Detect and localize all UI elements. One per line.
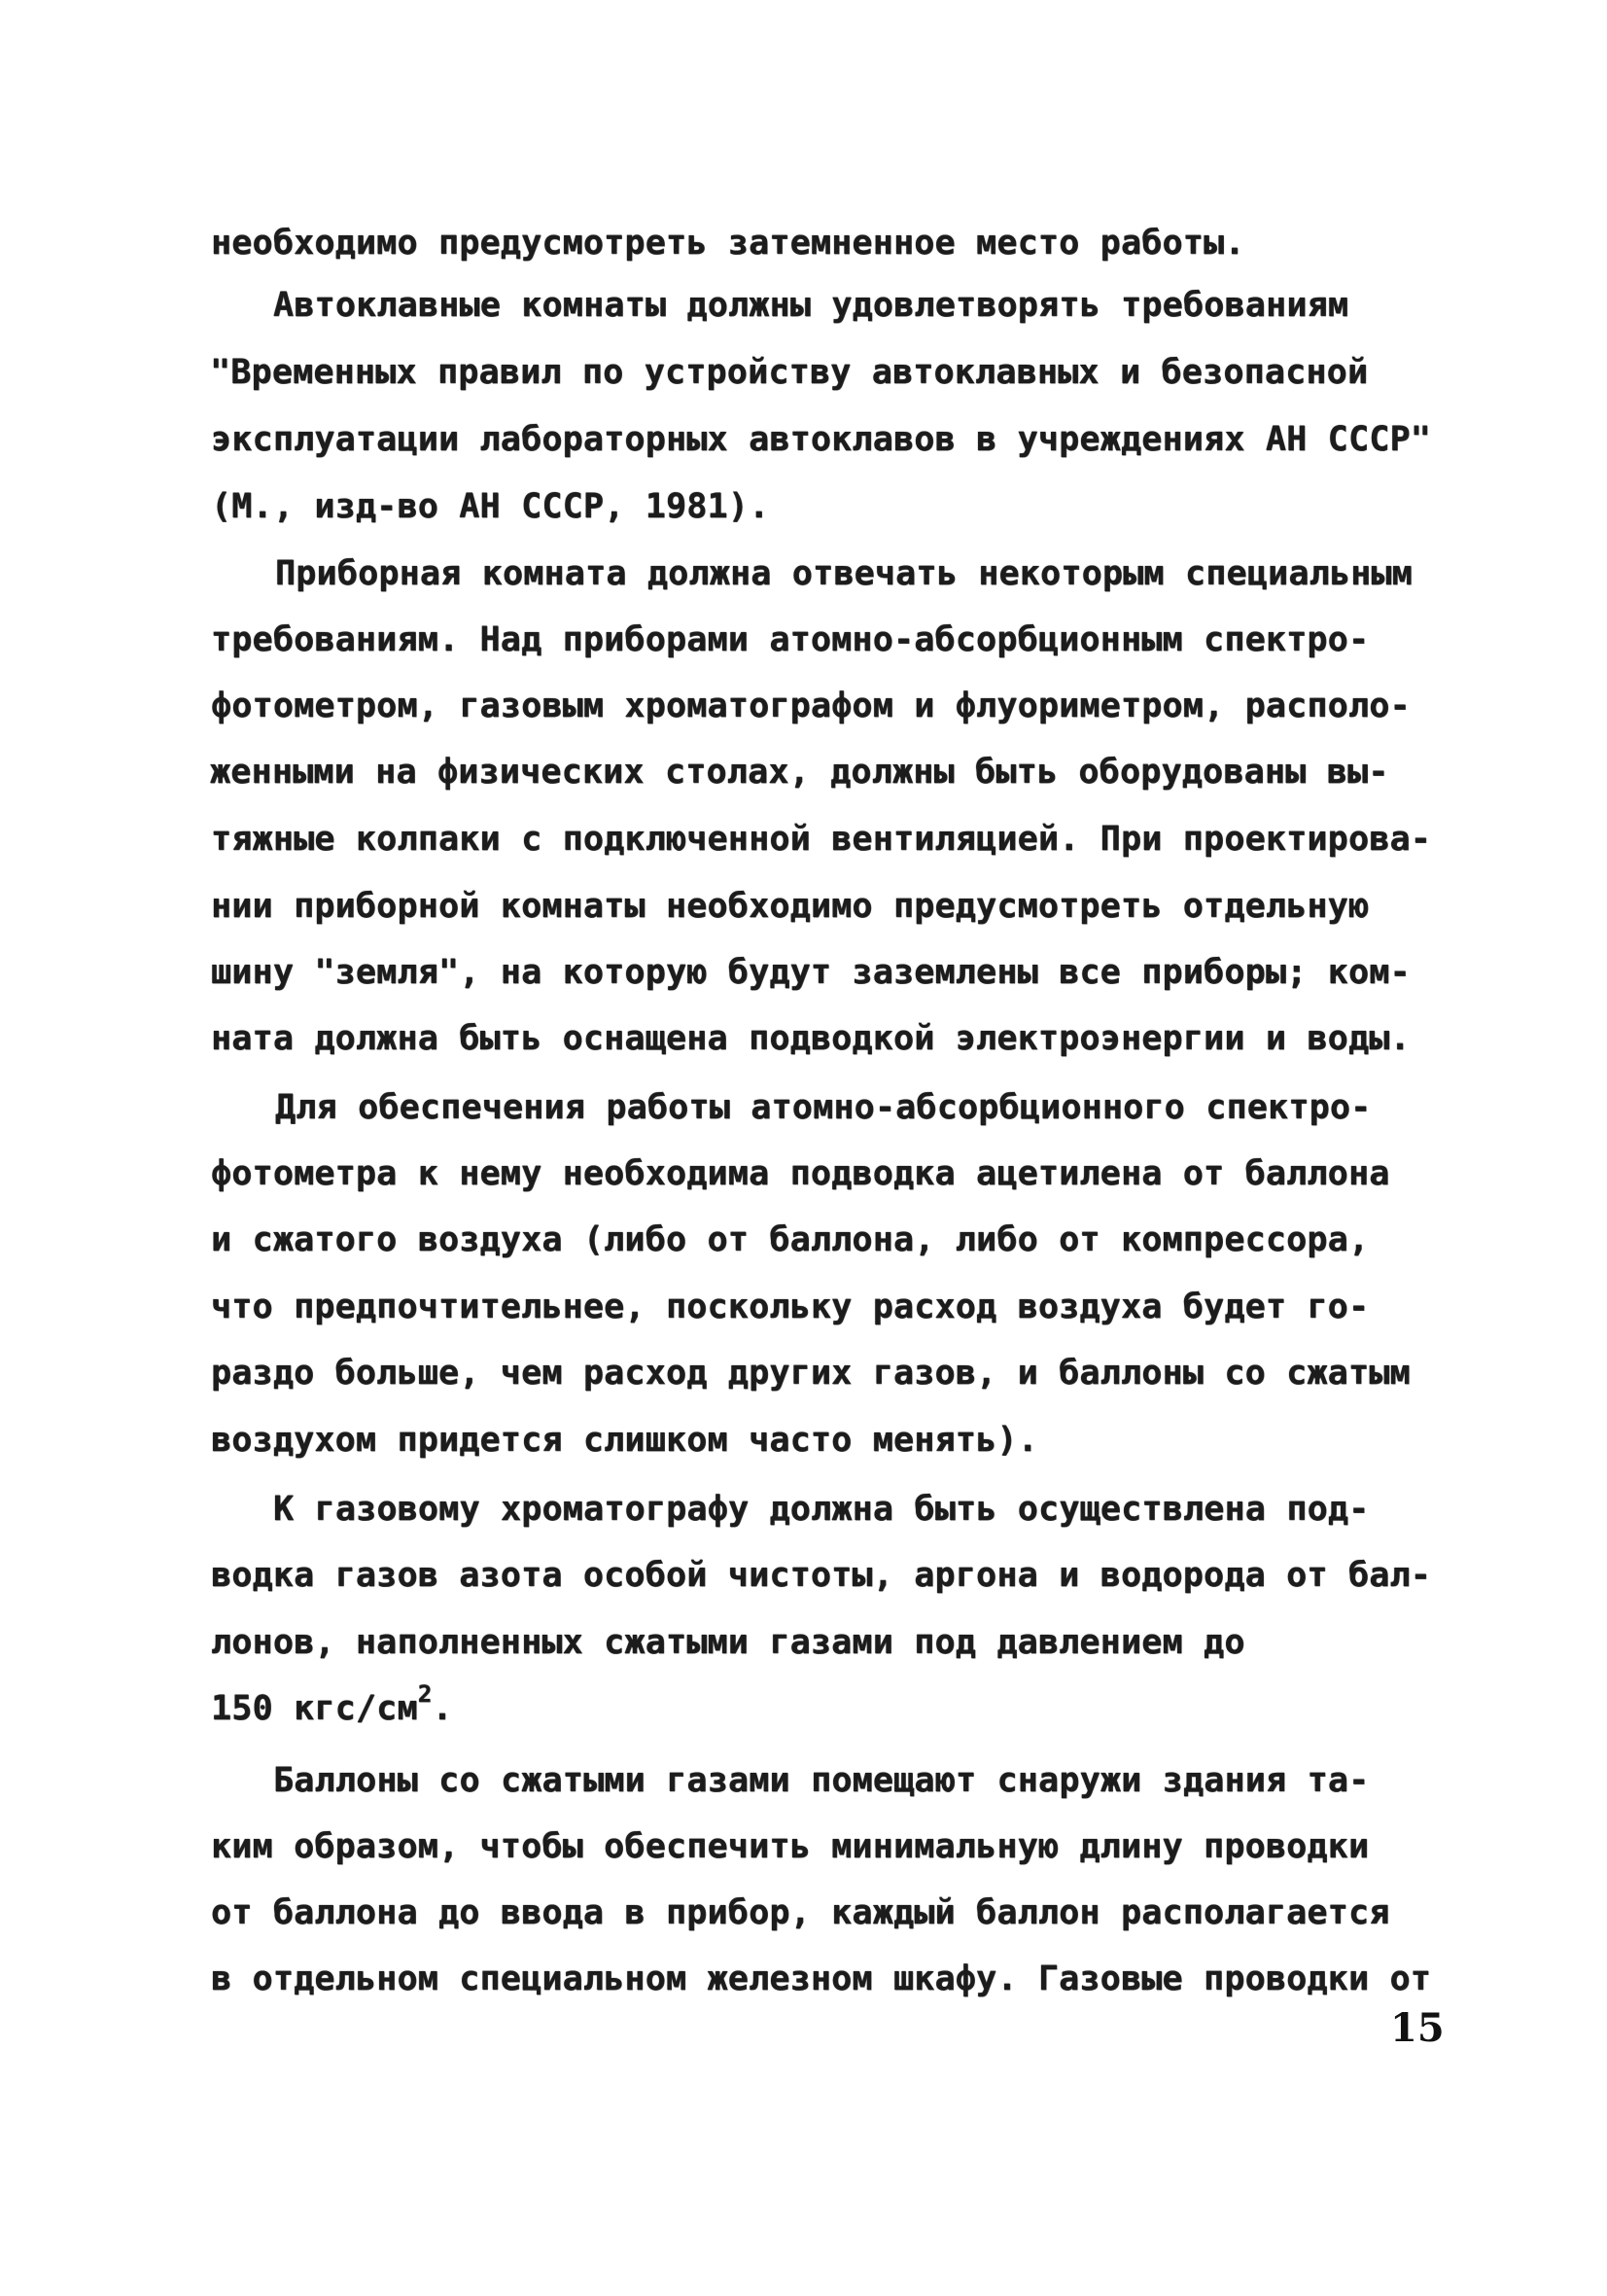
text-line xyxy=(0,1680,1607,1730)
text-line: нии приборной комнаты необходимо предусмотреть отдельную xyxy=(211,887,1370,926)
text-line: ким образом, чтобы обеспечить минимальную длину проводки xyxy=(211,1827,1370,1866)
superscript: 2 xyxy=(417,1680,433,1708)
text-line: Для обеспечения работы атомно-абсорбционного спектро- xyxy=(275,1088,1372,1127)
pressure-value: 150 кгс/см xyxy=(211,1689,418,1728)
text-line: Автоклавные комнаты должны удовлетворять требованиям xyxy=(273,286,1349,325)
line-end: . xyxy=(432,1689,453,1728)
text-line: раздо больше, чем расход других газов, и баллоны со сжатым xyxy=(211,1354,1411,1393)
text-line: от баллона до ввода в прибор, каждый баллон располагается xyxy=(211,1893,1390,1932)
text-line: эксплуатации лабораторных автоклавов в учреждениях АН СССР" xyxy=(211,420,1432,459)
text-line: женными на физических столах, должны быть оборудованы вы- xyxy=(210,753,1389,792)
text-line: и сжатого воздуха (либо от баллона, либо от компрессора, xyxy=(211,1220,1370,1259)
text-line: воздухом придется слишком часто менять). xyxy=(211,1421,1038,1460)
text-line: (М., изд-во АН СССР, 1981). xyxy=(211,487,770,526)
text-line: ната должна быть оснащена подводкой электроэнергии и воды. xyxy=(211,1019,1411,1058)
text-line: К газовому хроматографу должна быть осуществлена под- xyxy=(273,1490,1370,1529)
text-line: фотометра к нему необходима подводка ацетилена от баллона xyxy=(211,1154,1390,1193)
text-line: необходимо предусмотреть затемненное место работы. xyxy=(211,224,1245,263)
text-line: шину "земля", на которую будут заземлены все приборы; ком- xyxy=(211,953,1411,992)
text-line: лонов, наполненных сжатыми газами под давлением до xyxy=(211,1623,1245,1662)
text-line: требованиям. Над приборами атомно-абсорбционным спектро- xyxy=(211,620,1370,659)
text-line: Приборная комната должна отвечать некоторым специальным xyxy=(275,554,1413,593)
text-line: в отдельном специальном железном шкафу. Газовые проводки от xyxy=(211,1960,1432,1998)
text-line: водка газов азота особой чистоты, аргона и водорода от бал- xyxy=(211,1556,1432,1595)
text-line: Баллоны со сжатыми газами помещают снаружи здания та- xyxy=(273,1761,1370,1800)
text-line: "Временных правил по устройству автоклавных и безопасной xyxy=(210,353,1369,392)
page-number: 15 xyxy=(1390,2005,1445,2051)
text-line: фотометром, газовым хроматографом и флуориметром, располо- xyxy=(211,687,1411,725)
text-line: тяжные колпаки с подключенной вентиляцией. При проектирова- xyxy=(211,820,1432,859)
text-line: что предпочтительнее, поскольку расход воздуха будет го- xyxy=(211,1288,1370,1326)
